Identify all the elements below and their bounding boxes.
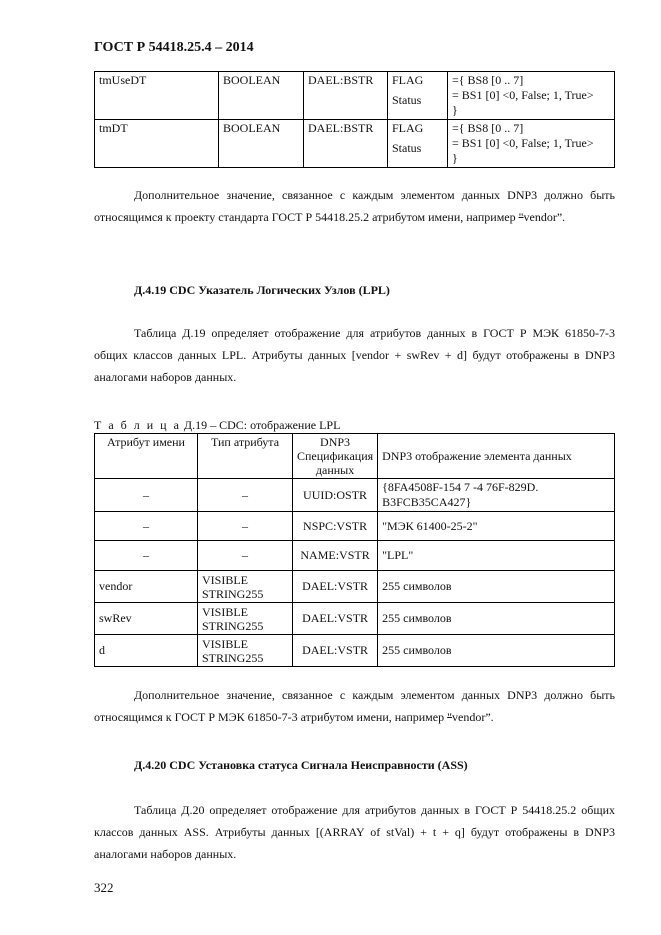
attr-type-cell: BOOLEAN	[219, 72, 304, 120]
header-dnp3-spec: DNP3 Спецификация данных	[293, 434, 378, 479]
spec-cell: DAEL:VSTR	[293, 635, 378, 667]
mapping-cell: 255 символов	[378, 635, 615, 667]
table-row	[95, 571, 615, 603]
attr-name-cell: tmUseDT	[95, 72, 219, 120]
attr-type-cell: –	[198, 541, 293, 571]
header-attr-type: Тип атрибута	[198, 434, 293, 479]
mapping-cell: {8FA4508F-154 7 -4 76F-829D. B3FCB35CA427}	[378, 479, 615, 512]
table-row	[95, 541, 615, 571]
attr-type-cell: VISIBLE STRING255	[198, 571, 293, 603]
paragraph: Таблица Д.19 определяет отображение для атрибутов данных в ГОСТ Р МЭК 61850-7-3 общих классов данных LPL. Атрибуты данных [vendor + swRev + d] будут отображены в DNP3 аналогами наборов данных.	[94, 326, 615, 384]
table-row	[95, 120, 615, 168]
mapping-cell: "LPL"	[378, 541, 615, 571]
header-attr-name: Атрибут имени	[95, 434, 198, 479]
attr-name-cell: –	[95, 479, 198, 512]
table-continued	[94, 71, 615, 168]
mapping-cell: 255 символов	[378, 603, 615, 635]
section-heading: Д.4.20 CDC Установка статуса Сигнала Неисправности (ASS)	[134, 758, 468, 772]
table-row	[95, 512, 615, 541]
mapping-cell: 255 символов	[378, 571, 615, 603]
attr-type-cell: –	[198, 512, 293, 541]
header-dnp3-mapping: DNP3 отображение элемента данных	[378, 434, 615, 479]
table-caption: Т а б л и ц а Д.19 – CDC: отображение LPL	[94, 418, 341, 432]
table-row	[95, 479, 615, 512]
attr-name-cell: d	[95, 635, 198, 667]
flag-cell: FLAG Status	[388, 72, 448, 120]
attr-type-cell: VISIBLE STRING255	[198, 635, 293, 667]
paragraph: Дополнительное значение, связанное с каждым элементом данных DNP3 должно быть относящимся к ГОСТ Р МЭК 61850-7-3 атрибутом имени, например "vendor”.	[94, 688, 615, 724]
table-row	[95, 635, 615, 667]
attr-type-cell: BOOLEAN	[219, 120, 304, 168]
spec-cell: UUID:OSTR	[293, 479, 378, 512]
spec-cell: NSPC:VSTR	[293, 512, 378, 541]
attr-name-cell: tmDT	[95, 120, 219, 168]
attr-name-cell: swRev	[95, 603, 198, 635]
table-row	[95, 603, 615, 635]
attr-type-cell: VISIBLE STRING255	[198, 603, 293, 635]
attr-name-cell: –	[95, 512, 198, 541]
paragraph: Таблица Д.20 определяет отображение для атрибутов данных в ГОСТ Р 54418.25.2 общих классов данных ASS. Атрибуты данных [(ARRAY of stVal) + t + q] будут отображены в DNP3 аналогами наборов данных.	[94, 803, 615, 861]
mapping-cell: ={ BS8 [0 .. 7] = BS1 [0] <0, False; 1, True> }	[448, 120, 615, 168]
page-number: 322	[94, 880, 114, 895]
document-header: ГОСТ Р 54418.25.4 – 2014	[94, 40, 254, 55]
spec-cell: DAEL:BSTR	[304, 72, 388, 120]
flag-cell: FLAG Status	[388, 120, 448, 168]
spec-cell: DAEL:VSTR	[293, 571, 378, 603]
spec-cell: DAEL:BSTR	[304, 120, 388, 168]
spec-cell: DAEL:VSTR	[293, 603, 378, 635]
section-heading: Д.4.19 CDC Указатель Логических Узлов (LPL)	[134, 283, 390, 297]
spec-cell: NAME:VSTR	[293, 541, 378, 571]
mapping-cell: "МЭК 61400-25-2"	[378, 512, 615, 541]
table-row	[95, 72, 615, 120]
attr-name-cell: –	[95, 541, 198, 571]
attr-name-cell: vendor	[95, 571, 198, 603]
table-lpl	[94, 433, 615, 667]
table-header-row	[95, 434, 615, 479]
paragraph: Дополнительное значение, связанное с каждым элементом данных DNP3 должно быть относящимся к проекту стандарта ГОСТ Р 54418.25.2 атрибутом имени, например "vendor”.	[94, 188, 615, 224]
mapping-cell: ={ BS8 [0 .. 7] = BS1 [0] <0, False; 1, True> }	[448, 72, 615, 120]
attr-type-cell: –	[198, 479, 293, 512]
